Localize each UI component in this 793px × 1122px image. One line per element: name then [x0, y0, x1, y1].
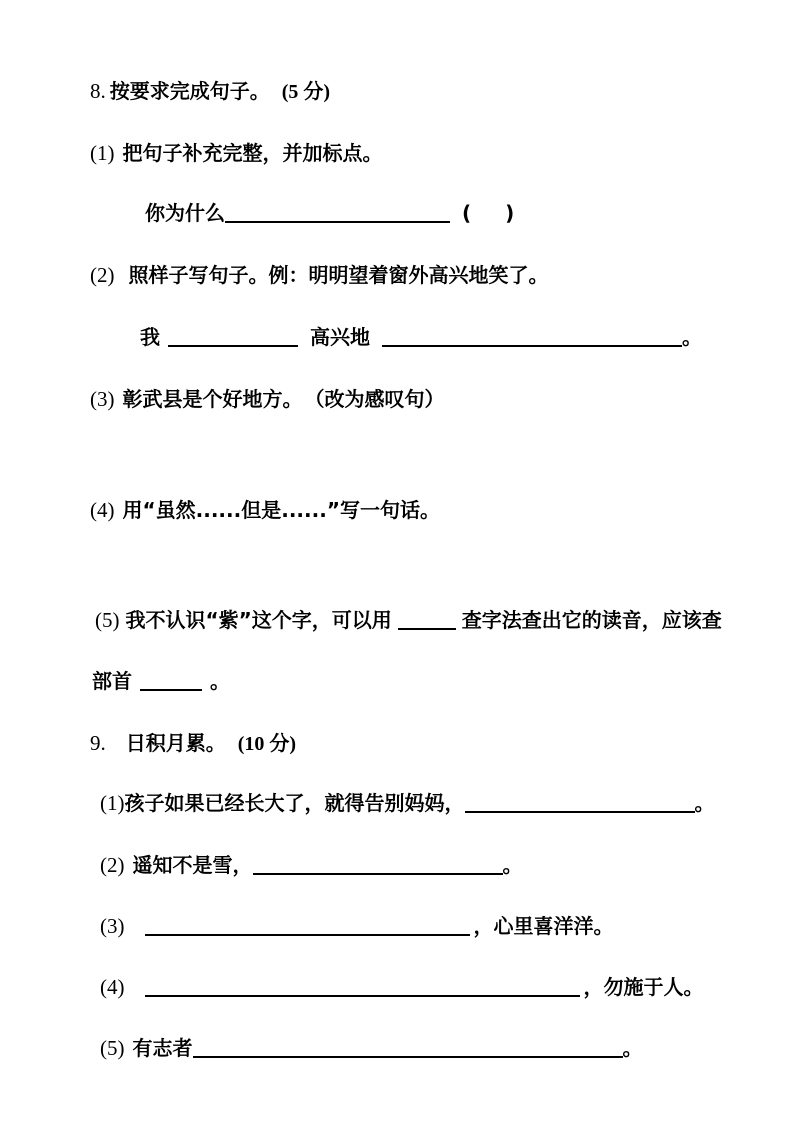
answer-blank — [193, 1036, 623, 1058]
s9-question-2 — [100, 850, 523, 880]
answer-blank — [398, 608, 456, 630]
section8-score: (5 分) — [281, 81, 331, 103]
answer-blank — [465, 791, 695, 813]
answer-blank — [253, 853, 503, 875]
section8-number: 8. — [90, 79, 106, 103]
s8-q1-answer-prefix: 你为什么 — [145, 201, 225, 225]
s9-q2-number: (2) — [100, 853, 125, 877]
s9-q1-text: 孩子如果已经长大了，就得告别妈妈， — [124, 791, 465, 815]
s8-q4-text: 用“虽然......但是......”写一句话。 — [122, 498, 440, 522]
section8-title: 按要求完成句子。 — [109, 79, 270, 103]
s9-q3-number: (3) — [100, 914, 125, 938]
s8-question-5-line2 — [92, 666, 230, 696]
section9-number: 9. — [90, 731, 106, 755]
answer-blank — [145, 914, 470, 936]
s8-q5-line2-prefix: 部首 — [92, 669, 132, 693]
section9-score: (10 分) — [237, 733, 297, 755]
answer-blank — [382, 325, 682, 347]
s8-q1-answer-line — [145, 198, 514, 228]
section9-heading — [90, 728, 296, 759]
s9-q4-number: (4) — [100, 975, 125, 999]
s8-q3-note: （改为感叹句） — [314, 387, 445, 411]
s8-q2-number: (2) — [90, 263, 115, 287]
s8-q5-text-after-blank: 查字法查出它的读音，应该查 — [461, 608, 722, 632]
s8-q4-number: (4) — [90, 498, 115, 522]
s9-q2-period: 。 — [502, 853, 523, 877]
answer-blank — [145, 975, 580, 997]
close-paren: ) — [505, 201, 515, 225]
answer-blank — [168, 325, 298, 347]
s8-question-3 — [90, 384, 445, 414]
section8-heading — [90, 76, 330, 107]
s9-question-4 — [100, 972, 704, 1002]
s8-q2-text: 照样子写句子。例：明明望着窗外高兴地笑了。 — [128, 263, 549, 287]
s9-q1-number: (1) — [100, 791, 125, 815]
s8-q1-text: 把句子补充完整，并加标点。 — [122, 141, 383, 165]
s8-q5-line2-period: 。 — [210, 669, 230, 693]
s8-question-1 — [90, 138, 383, 168]
s9-question-5 — [100, 1033, 643, 1063]
s9-question-3 — [100, 911, 614, 941]
s8-question-2 — [90, 260, 549, 290]
answer-blank — [140, 669, 202, 691]
s9-question-1 — [100, 788, 715, 818]
answer-blank — [225, 201, 450, 223]
s8-q2-answer-period: 。 — [682, 325, 702, 349]
open-paren: ( — [462, 201, 472, 225]
s8-question-4 — [90, 495, 440, 525]
s8-q1-number: (1) — [90, 141, 115, 165]
section9-title: 日积月累。 — [125, 731, 226, 755]
s8-q5-number: (5) — [95, 608, 120, 632]
s8-q3-number: (3) — [90, 387, 115, 411]
s8-q2-answer-p2: 高兴地 — [310, 325, 370, 349]
s9-q3-suffix: ，心里喜洋洋。 — [473, 914, 614, 938]
s9-q5-number: (5) — [100, 1036, 125, 1060]
s8-question-5-line1 — [95, 605, 722, 635]
s8-q2-answer-p1: 我 — [140, 325, 160, 349]
s9-q5-prefix: 有志者 — [132, 1036, 193, 1060]
s9-q5-period: 。 — [622, 1036, 643, 1060]
s8-q5-text-before-blank: 我不认识“紫”这个字，可以用 — [125, 608, 392, 632]
s9-q4-suffix: ，勿施于人。 — [583, 975, 704, 999]
s9-q2-text: 遥知不是雪， — [132, 853, 253, 877]
s9-q1-period: 。 — [694, 791, 715, 815]
s8-q2-answer-line — [140, 322, 702, 352]
s8-q3-text: 彰武县是个好地方。 — [122, 387, 303, 411]
